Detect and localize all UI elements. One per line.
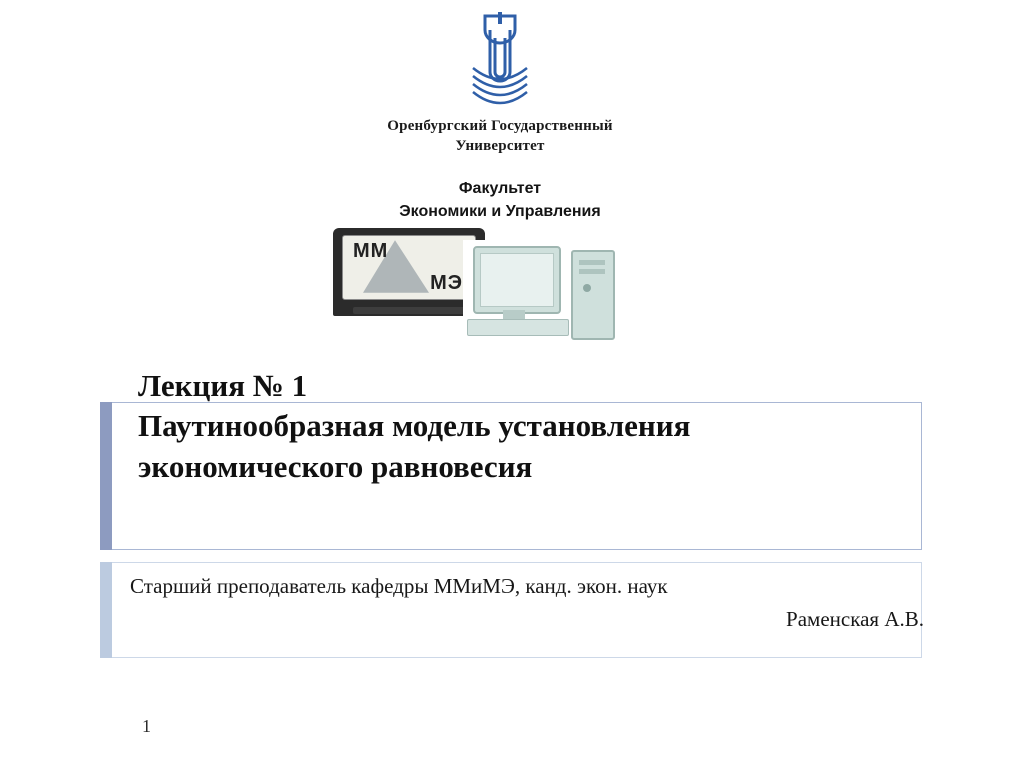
tower-power-button xyxy=(583,284,591,292)
lcd-monitor-stand xyxy=(503,310,525,319)
illustration-group xyxy=(333,228,623,348)
university-name xyxy=(330,116,670,157)
crt-monitor-base xyxy=(353,307,465,314)
lcd-monitor-icon xyxy=(473,246,561,314)
monitor-label-mm: ММ xyxy=(353,240,389,262)
title-accent-bar xyxy=(100,402,112,550)
author-line-1: Старший преподаватель кафедры ММиМЭ, канд. экон. наук xyxy=(130,574,668,598)
title-line-2: Паутинообразная модель установления xyxy=(138,408,691,444)
crt-monitor-screen xyxy=(342,235,476,300)
university-emblem-icon xyxy=(455,8,545,108)
tower-drive-bay xyxy=(579,269,605,274)
title-line-3: экономического равновесия xyxy=(138,448,533,484)
page-title xyxy=(138,366,938,487)
university-header xyxy=(330,8,670,223)
pc-tower-icon xyxy=(571,250,615,340)
keyboard-icon xyxy=(467,319,569,336)
author-credits xyxy=(130,570,930,635)
title-line-1: Лекция № 1 xyxy=(138,368,308,403)
lcd-screen xyxy=(480,253,554,307)
desktop-computer-icon xyxy=(463,240,623,348)
faculty-line1: Факультет xyxy=(458,179,542,197)
monitor-label-me: МЭ xyxy=(430,272,463,294)
faculty-name xyxy=(330,177,670,223)
university-name-line2: Университет xyxy=(455,138,545,155)
faculty-line2: Экономики и Управления xyxy=(399,202,601,220)
page-number: 1 xyxy=(142,716,151,736)
author-line-2: Раменская А.В. xyxy=(786,606,924,631)
tower-drive-bay xyxy=(579,260,605,265)
author-accent-bar xyxy=(100,562,112,658)
university-name-line1: Оренбургский Государственный xyxy=(387,118,613,134)
